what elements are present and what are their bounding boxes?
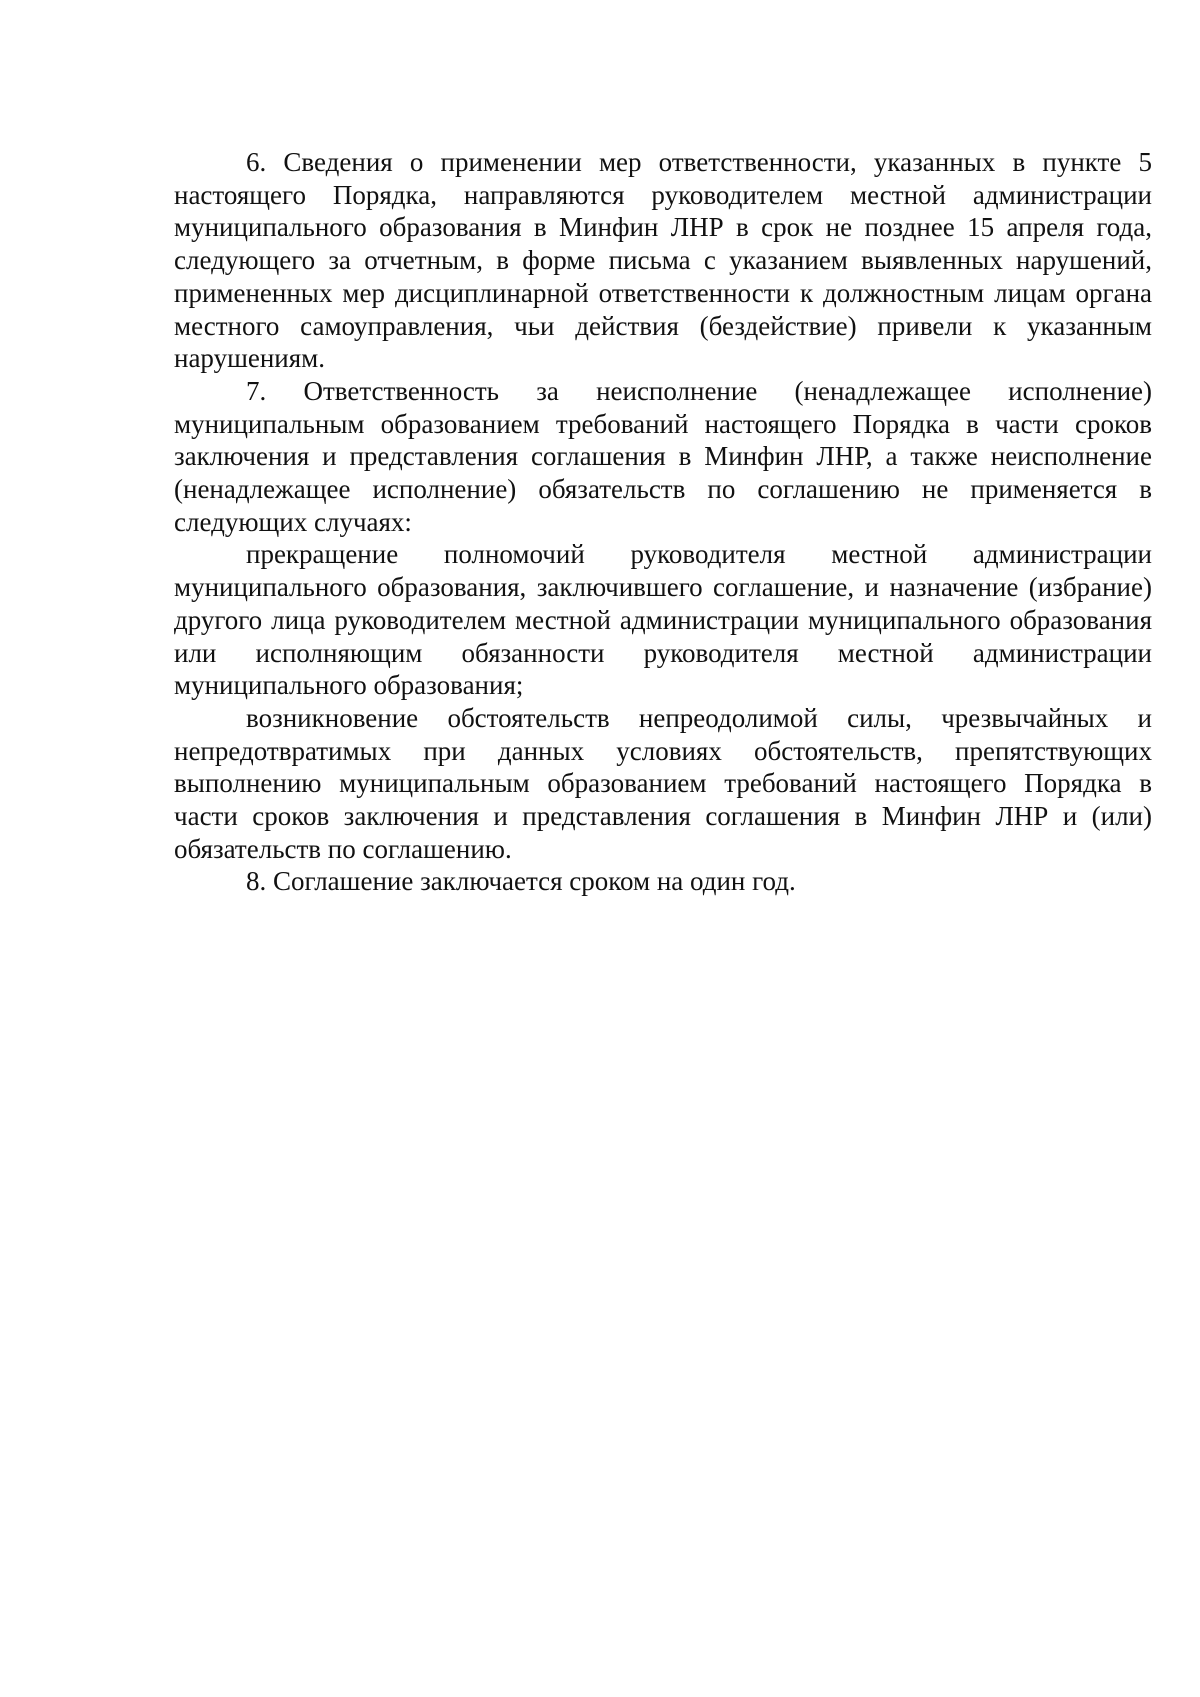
paragraph-7: 7. Ответственность за неисполнение (ненадлежащее исполнение) муниципальным образованием требований настоящего Порядка в части сроков заключения и представления соглашения в Минфин ЛНР, а также неисполнение (ненадлежащее исполнение) обязательств по соглашению не применяется в следующих случаях: (174, 375, 1152, 537)
paragraph-7-case-1: прекращение полномочий руководителя местной администрации муниципального образования, заключившего соглашение, и назначение (избрание) другого лица руководителем местной администрации муниципального образования или исполняющим обязанности руководителя местной администрации муниципального образования; (174, 539, 1152, 701)
paragraph-6: 6. Сведения о применении мер ответственности, указанных в пункте 5 настоящего Порядка, направляются руководителем местной администрации муниципального образования в Минфин ЛНР в срок не позднее 15 апреля года, следующего за отчетным, в форме письма с указанием выявленных нарушений, примененных мер дисциплинарной ответственности к должностным лицам органа местного самоуправления, чьи действия (бездействие) привели к указанным нарушениям. (174, 147, 1152, 374)
document-body (174, 146, 1152, 898)
paragraph-7-case-2: возникновение обстоятельств непреодолимой силы, чрезвычайных и непредотвратимых при данных условиях обстоятельств, препятствующих выполнению муниципальным образованием требований настоящего Порядка в части сроков заключения и представления соглашения в Минфин ЛНР и (или) обязательств по соглашению. (174, 702, 1152, 864)
paragraph-8: 8. Соглашение заключается сроком на один год. (246, 866, 796, 897)
